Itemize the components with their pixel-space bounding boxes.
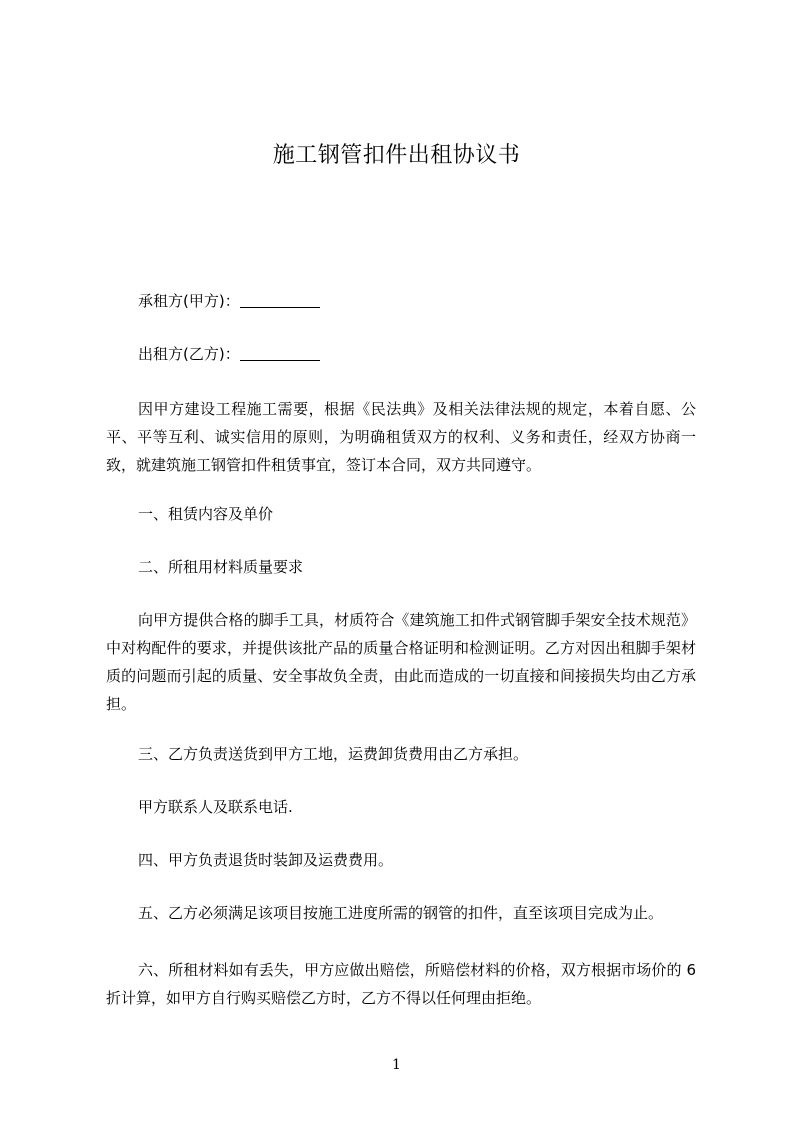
section-2-heading: 二、所租用材料质量要求 — [138, 558, 304, 576]
section-4-text: 四、甲方负责退货时装卸及运费费用。 — [138, 851, 394, 869]
section-6-text: 六、所租材料如有丢失，甲方应做出赔偿，所赔偿材料的价格，双方根据市场价的 6 折计算，如甲方自行购买赔偿乙方时，乙方不得以任何理由拒绝。 — [106, 961, 696, 1007]
lessee-label: 承租方(甲方)： — [138, 292, 240, 310]
lessor-line — [138, 343, 320, 365]
section-5-text: 五、乙方必须满足该项目按施工进度所需的钢管的扣件，直至该项目完成为止。 — [138, 904, 664, 922]
intro-paragraph: 因甲方建设工程施工需要，根据《民法典》及相关法律法规的规定，本着自愿、公平、平等互利、诚实信用的原则，为明确租赁双方的权利、义务和责任，经双方协商一致，就建筑施工钢管扣件租赁事宜，签订本合同，双方共同遵守。 — [106, 400, 696, 474]
page-number: 1 — [392, 1057, 401, 1073]
section-2-body: 向甲方提供合格的脚手工具，材质符合《建筑施工扣件式钢管脚手架安全技术规范》中对构配件的要求，并提供该批产品的质量合格证明和检测证明。乙方对因出租脚手架材质的问题而引起的质量、安全事故负全责，由此而造成的一切直接和间接损失均由乙方承担。 — [106, 611, 696, 713]
document-title: 施工钢管扣件出租协议书 — [272, 143, 521, 168]
lessee-blank — [240, 291, 320, 308]
lessee-line — [138, 290, 320, 312]
contact-line: 甲方联系人及联系电话. — [138, 798, 293, 816]
lessor-blank — [240, 344, 320, 361]
section-3-text: 三、乙方负责送货到甲方工地，运费卸货费用由乙方承担。 — [138, 745, 529, 763]
lessor-label: 出租方(乙方)： — [138, 345, 240, 363]
section-1-heading: 一、租赁内容及单价 — [138, 505, 274, 523]
